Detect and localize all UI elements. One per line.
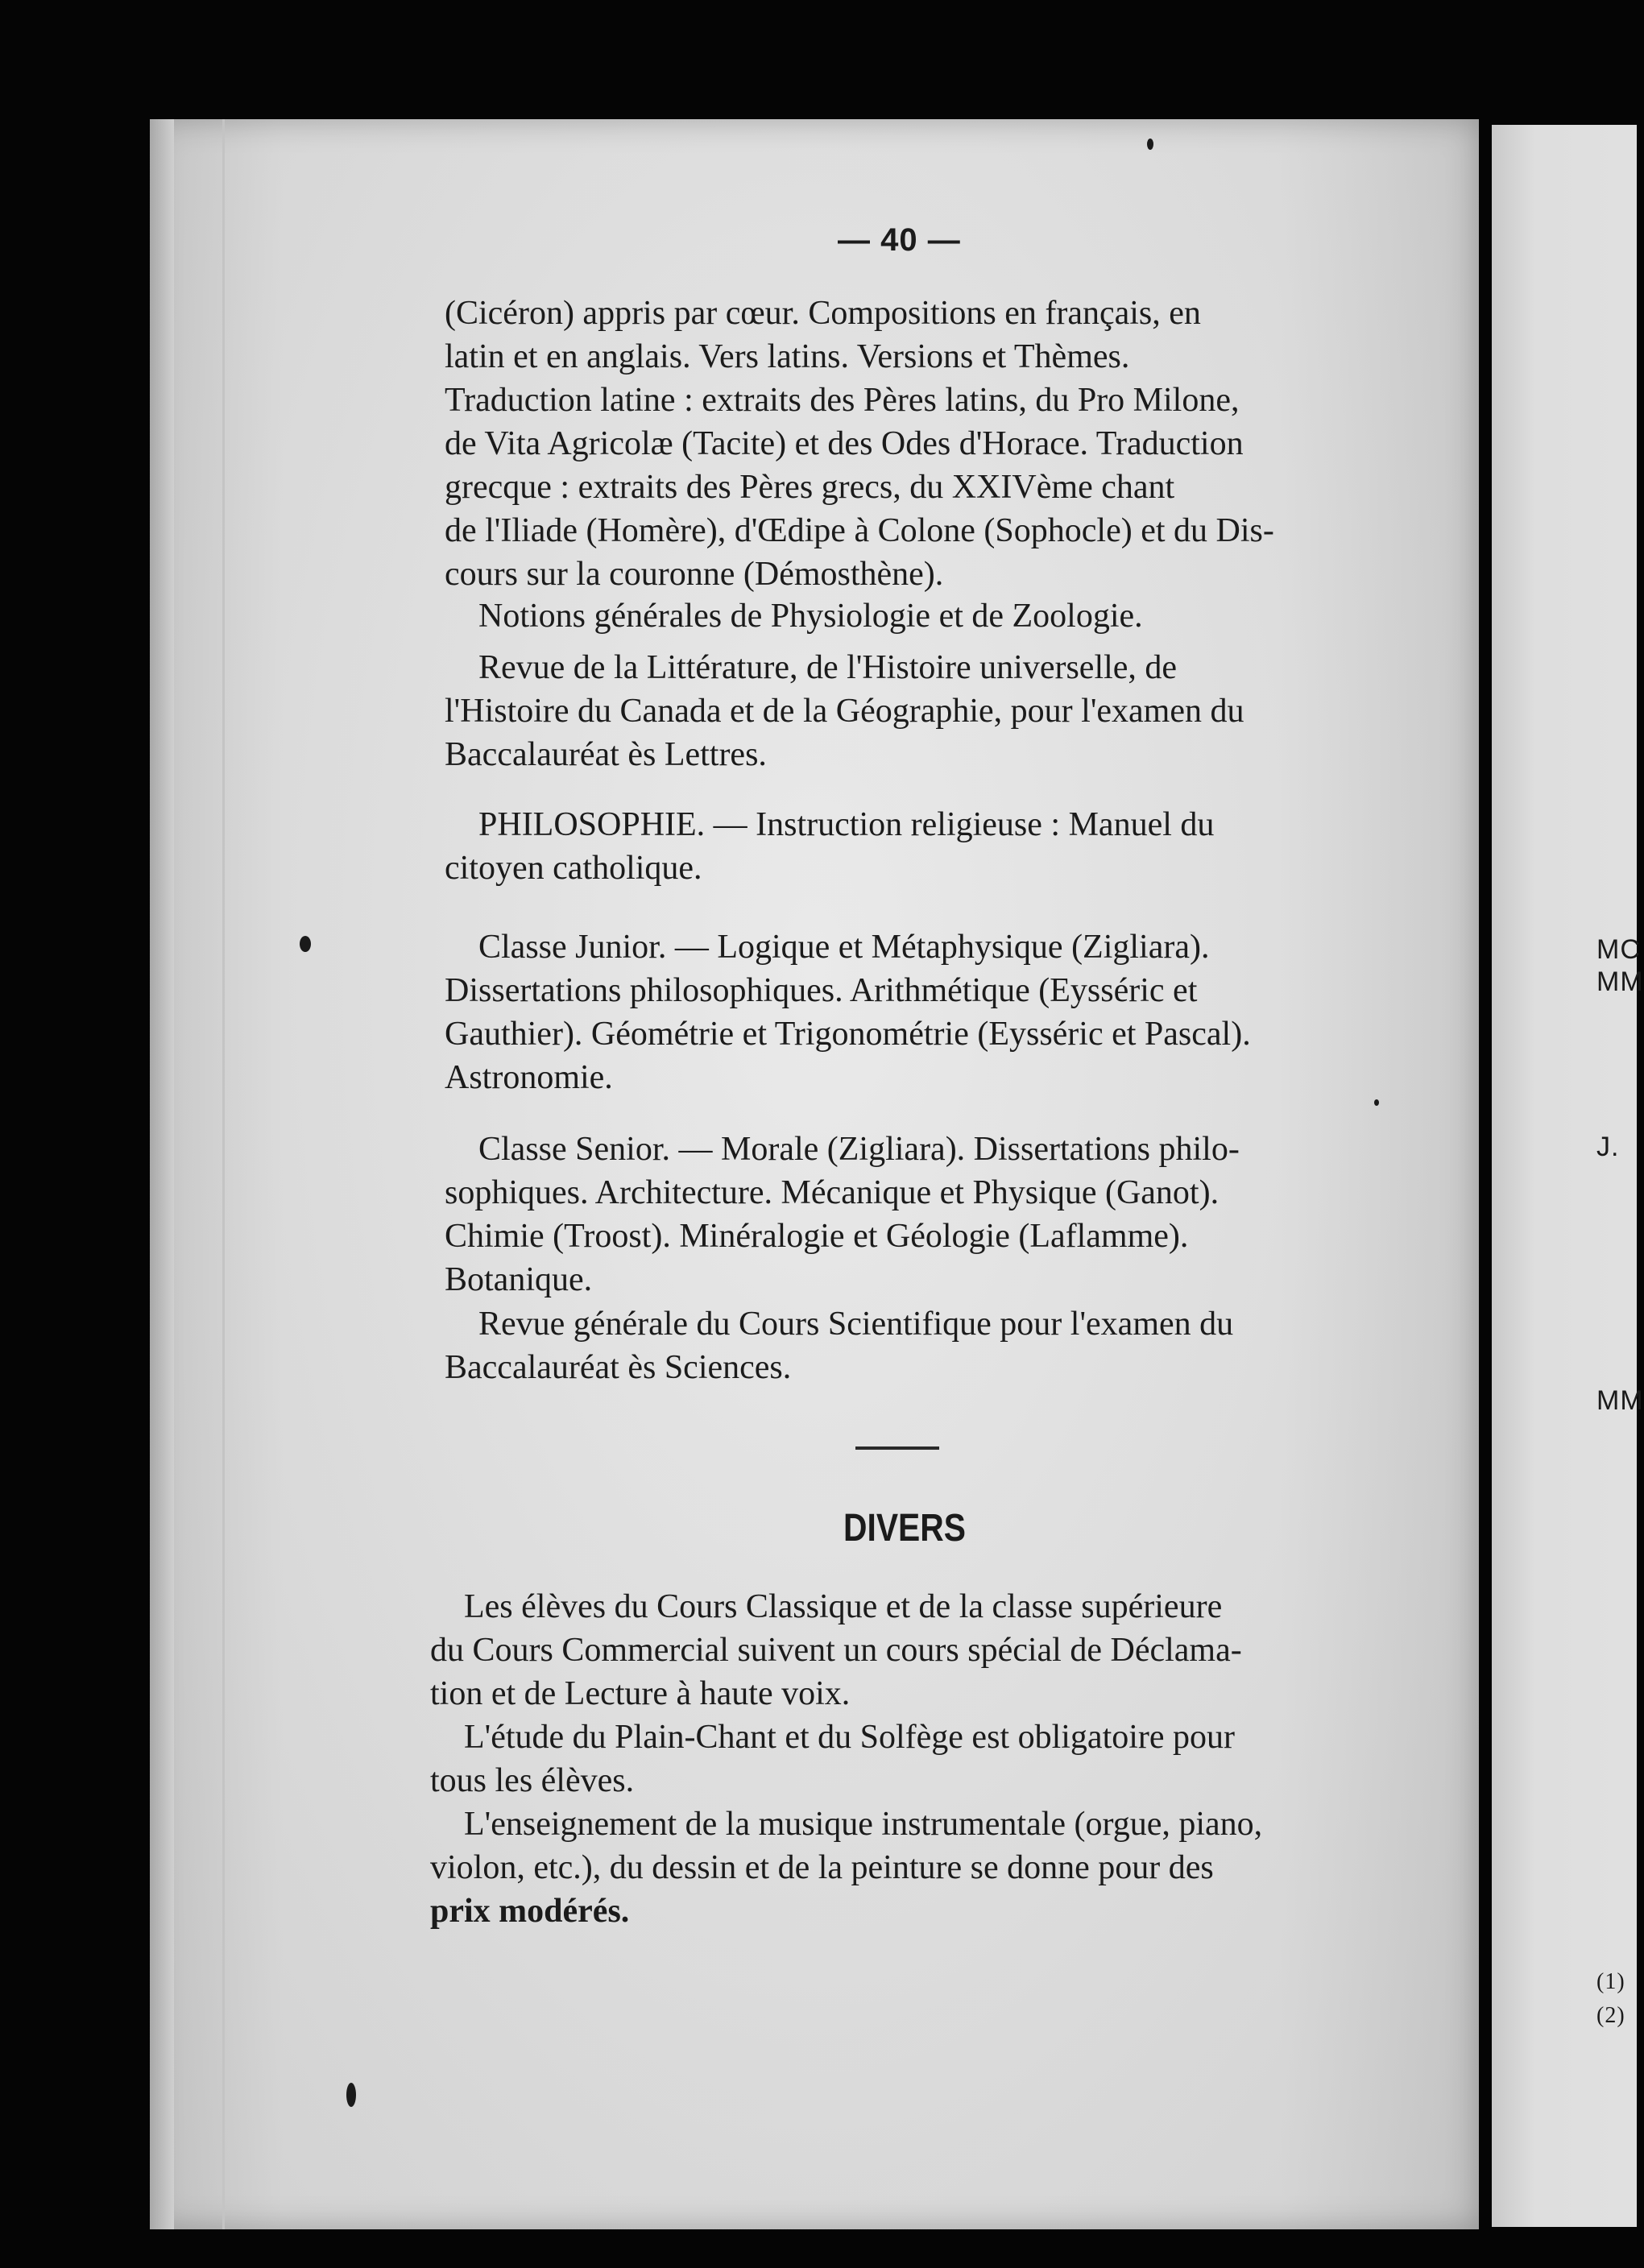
text-line: de l'Iliade (Homère), d'Œdipe à Colone (Sophocle) et du Dis-: [445, 512, 1274, 549]
scan-speck: [300, 936, 311, 952]
text-line: du Cours Commercial suivent un cours spécial de Déclama-: [430, 1632, 1242, 1669]
text-line: Traduction latine : extraits des Pères latins, du Pro Milone,: [445, 382, 1240, 419]
adjacent-fragment: MC: [1596, 934, 1641, 965]
notions-paragraph: [445, 594, 1364, 638]
text-line: Les élèves du Cours Classique et de la classe supérieure: [464, 1588, 1223, 1625]
text-line: Classe Junior. — Logique et Métaphysique (Zigliara).: [478, 929, 1210, 966]
text-line: de Vita Agricolæ (Tacite) et des Odes d'Horace. Traduction: [445, 425, 1244, 462]
text-line: cours sur la couronne (Démosthène).: [445, 556, 944, 593]
spine-line: [222, 119, 225, 2229]
revue-sciences-paragraph: [445, 1302, 1364, 1389]
text-line: sophiques. Architecture. Mécanique et Physique (Ganot).: [445, 1174, 1220, 1211]
scan-speck: [1147, 139, 1153, 150]
divers-paragraph-1: [430, 1585, 1356, 1715]
text-line: Revue générale du Cours Scientifique pour l'examen du: [478, 1306, 1234, 1343]
text-line: Baccalauréat ès Sciences.: [445, 1349, 792, 1386]
adjacent-fragment: (1): [1596, 1969, 1625, 1994]
text-line: PHILOSOPHIE. — Instruction religieuse : Manuel du: [478, 806, 1215, 843]
divers-paragraph-2: [430, 1715, 1356, 1802]
text-line: l'Histoire du Canada et de la Géographie, pour l'examen du: [445, 693, 1244, 730]
text-line: latin et en anglais. Vers latins. Versions et Thèmes.: [445, 338, 1130, 375]
intro-paragraph: [445, 292, 1364, 596]
revue-lettres-paragraph: [445, 646, 1364, 776]
text-line: tion et de Lecture à haute voix.: [430, 1675, 851, 1712]
text-line: Classe Senior. — Morale (Zigliara). Dissertations philo-: [478, 1131, 1240, 1168]
adjacent-fragment: MM: [1596, 966, 1644, 997]
classe-junior-paragraph: [445, 925, 1364, 1099]
text-line: Botanique.: [445, 1261, 593, 1298]
scan-speck: [1374, 1099, 1379, 1106]
text-line: L'étude du Plain-Chant et du Solfège est obligatoire pour: [464, 1719, 1236, 1756]
text-line: tous les élèves.: [430, 1762, 635, 1799]
text-line: Astronomie.: [445, 1059, 613, 1096]
text-line: violon, etc.), du dessin et de la peinture se donne pour des: [430, 1849, 1214, 1886]
adjacent-page: [1492, 125, 1644, 2227]
classe-senior-paragraph: [445, 1128, 1364, 1302]
text-line: Chimie (Troost). Minéralogie et Géologie (Laflamme).: [445, 1218, 1189, 1255]
text-line: Notions générales de Physiologie et de Zoologie.: [478, 598, 1143, 635]
adjacent-fragment: MM: [1596, 1385, 1644, 1416]
section-rule: [855, 1446, 939, 1450]
text-line: citoyen catholique.: [445, 850, 702, 887]
page-number: — 40 —: [838, 222, 961, 258]
scan-speck: [346, 2083, 356, 2107]
philosophie-paragraph: [445, 803, 1364, 890]
text-line: prix modérés.: [430, 1893, 630, 1930]
text-line: Baccalauréat ès Lettres.: [445, 736, 767, 773]
page-spine: [150, 119, 174, 2229]
section-heading: DIVERS: [843, 1507, 966, 1550]
adjacent-fragment: (2): [1596, 2003, 1625, 2028]
divers-paragraph-3: [430, 1802, 1356, 1933]
text-line: Gauthier). Géométrie et Trigonométrie (Eysséric et Pascal).: [445, 1016, 1251, 1053]
text-line: L'enseignement de la musique instrumentale (orgue, piano,: [464, 1806, 1263, 1843]
text-line: Dissertations philosophiques. Arithmétique (Eysséric et: [445, 972, 1198, 1009]
text-line: (Cicéron) appris par cœur. Compositions en français, en: [445, 295, 1201, 332]
adjacent-fragment: J.: [1596, 1132, 1620, 1162]
text-line: grecque : extraits des Pères grecs, du XXIVème chant: [445, 469, 1175, 506]
text-line: Revue de la Littérature, de l'Histoire universelle, de: [478, 649, 1178, 686]
